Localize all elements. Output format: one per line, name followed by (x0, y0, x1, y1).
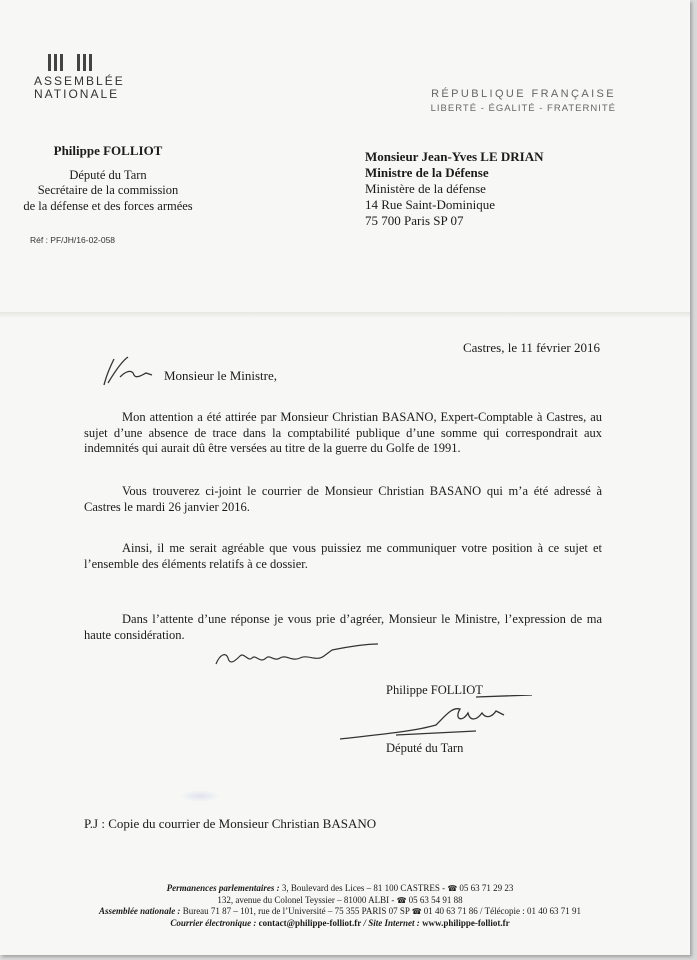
handwritten-cordialement-icon (212, 636, 382, 676)
reference: Réf : PF/JH/16-02-058 (30, 235, 116, 245)
sender-name: Philippe FOLLIOT (53, 143, 163, 158)
signature-icon (336, 695, 536, 747)
signer-name: Philippe FOLLIOT (386, 683, 483, 697)
attachment-note: P.J : Copie du courrier de Monsieur Christian BASANO (84, 816, 377, 831)
logo-line2: NATIONALE (34, 87, 120, 101)
paragraph-1: Mon attention a été attirée par Monsieur Christian BASANO, Expert-Comptable à Castres, au sujet d’une absence de trace dans la comptabilité publique d’une somme qui correspondrait aux indemnités qui aurait dû être versées au titre de la guerre du Golfe de 1991. (84, 410, 602, 455)
footer-line1: Permanences parlementaires : 3, Boulevard des Lices – 81 100 CASTRES - ☎ 05 63 71 29 23 (166, 883, 514, 893)
sender-line3: de la défense et des forces armées (23, 198, 193, 213)
phone-icon: ☎ (447, 884, 460, 893)
recipient-line2: Ministre de la Défense (365, 165, 489, 180)
stain (180, 790, 220, 802)
sender-line1: Député du Tarn (69, 167, 147, 182)
recipient-block (365, 149, 544, 229)
salutation: Monsieur le Ministre, (164, 368, 278, 383)
republique-header (431, 88, 616, 114)
handwritten-initials-icon (100, 353, 156, 389)
recipient-line5: 75 700 Paris SP 07 (365, 213, 464, 228)
footer-line4: Courrier électronique : contact@philippe-folliot.fr / Site Internet : www.philippe-folliot.fr (170, 917, 510, 928)
footer-line2: 132, avenue du Colonel Teyssier – 81000 ALBI - ☎ 05 63 54 91 88 (217, 894, 463, 905)
republique-francaise: RÉPUBLIQUE FRANÇAISE (431, 88, 616, 100)
sender-line2: Secrétaire de la commission (37, 183, 179, 197)
recipient-line4: 14 Rue Saint-Dominique (365, 197, 495, 212)
republique-motto: LIBERTÉ - ÉGALITÉ - FRATERNITÉ (430, 103, 616, 114)
phone-icon: ☎ (411, 907, 424, 916)
paragraph-4: Dans l’attente d’une réponse je vous prie d’agréer, Monsieur le Ministre, l’expression de ma haute considération. (84, 612, 602, 642)
paragraph-2: Vous trouverez ci-joint le courrier de Monsieur Christian BASANO qui m’a été adressé à Castres le mardi 26 janvier 2016. (84, 484, 602, 514)
phone-icon: ☎ (396, 895, 409, 905)
footer-line3: Assemblée nationale : Bureau 71 87 – 101, rue de l’Université – 75 355 PARIS 07 SP ☎ 01 40 63 71 86 / Télécopie : 01 40 63 71 91 (98, 906, 582, 916)
letter-footer (60, 883, 620, 929)
recipient-line3: Ministère de la défense (365, 181, 486, 196)
logo-bars-icon (48, 54, 134, 71)
assemblee-logo (34, 54, 134, 101)
sender-block (18, 143, 198, 214)
letter-date: Castres, le 11 février 2016 (462, 340, 600, 355)
paragraph-3: Ainsi, il me serait agréable que vous puissiez me communiquer votre position à ce sujet et l’ensemble des éléments relatifs à ce dossier. (84, 541, 602, 571)
recipient-line1: Monsieur Jean-Yves LE DRIAN (365, 149, 544, 164)
signer-title: Député du Tarn (386, 741, 464, 755)
logo-line1: ASSEMBLÉE (34, 74, 125, 88)
paper-fold (0, 312, 690, 318)
